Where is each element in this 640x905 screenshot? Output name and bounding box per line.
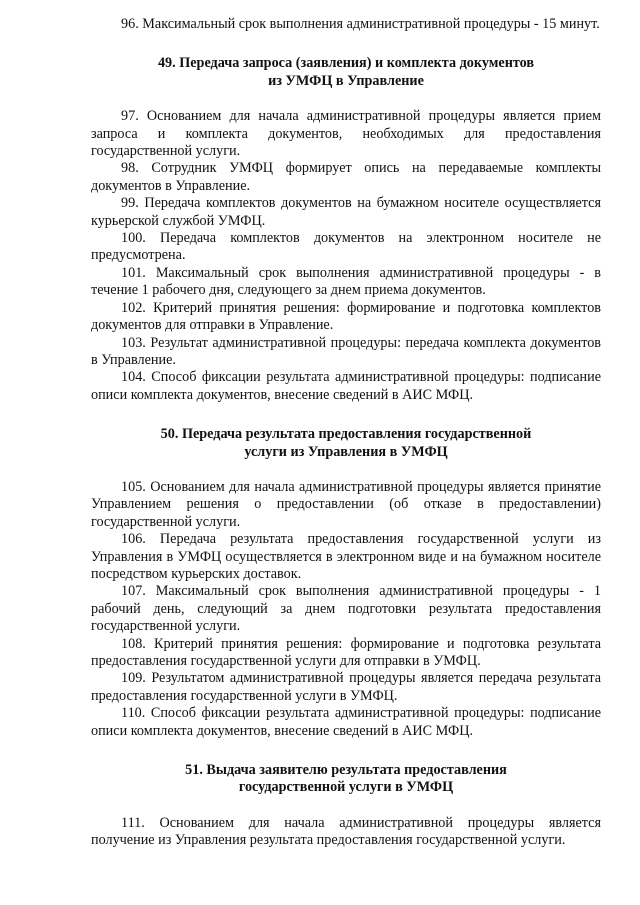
section — [91, 55, 601, 404]
heading-line: 49. Передача запроса (заявления) и комплекта документов — [157, 55, 535, 72]
paragraph: 110. Способ фиксации результата административной процедуры: подписание описи комплекта документов, внесение сведений в АИС МФЦ. — [91, 705, 601, 739]
paragraph: 100. Передача комплектов документов на электронном носителе не предусмотрена. — [91, 230, 601, 264]
section-heading — [91, 426, 601, 461]
paragraph: 101. Максимальный срок выполнения административной процедуры - в течение 1 рабочего дня, следующего за днем приема документов. — [91, 264, 601, 299]
paragraph: 105. Основанием для начала административной процедуры является принятие Управлением решения о предоставлении (об отказе в предоставлении) государственной услуги. — [91, 478, 601, 530]
heading-line: 51. Выдача заявителю результата предоставления — [185, 762, 507, 779]
heading-line: из УМФЦ в Управление — [268, 72, 424, 89]
heading-line: государственной услуги в УМФЦ — [238, 779, 454, 796]
heading-line: 50. Передача результата предоставления государственной — [160, 426, 532, 443]
paragraph: 108. Критерий принятия решения: формирование и подготовка результата предоставления государственной услуги для отправки в УМФЦ. — [91, 635, 601, 669]
paragraph: 111. Основанием для начала административной процедуры является получение из Управления результата предоставления государственной услуги. — [91, 814, 601, 849]
paragraph: 102. Критерий принятия решения: формирование и подготовка комплектов документов для отправки в Управление. — [91, 299, 601, 334]
paragraph: 96. Максимальный срок выполнения административной процедуры - 15 минут. — [121, 16, 600, 32]
section — [91, 426, 601, 740]
paragraph: 99. Передача комплектов документов на бумажном носителе осуществляется курьерской службой УМФЦ. — [91, 195, 601, 229]
section — [91, 16, 601, 33]
paragraph: 97. Основанием для начала административной процедуры является прием запроса и комплекта документов, необходимых для предоставления государственной услуги. — [91, 108, 601, 160]
section-heading — [91, 762, 601, 797]
paragraph: 106. Передача результата предоставления государственной услуги из Управления в УМФЦ осуществляется в электронном виде и на бумажном носителе посредством курьерских доставок. — [91, 531, 601, 582]
paragraph: 109. Результатом административной процедуры является передача результата предоставления государственной услуги в УМФЦ. — [91, 670, 601, 704]
heading-line: услуги из Управления в УМФЦ — [244, 443, 448, 460]
paragraph: 103. Результат административной процедуры: передача комплекта документов в Управление. — [91, 334, 601, 368]
section-heading — [91, 55, 601, 90]
paragraph: 98. Сотрудник УМФЦ формирует опись на передаваемые комплекты документов в Управление. — [91, 160, 601, 194]
section — [91, 762, 601, 850]
paragraph: 107. Максимальный срок выполнения административной процедуры - 1 рабочий день, следующий за днем подготовки результата предоставления государственной услуги. — [91, 583, 601, 635]
paragraph: 104. Способ фиксации результата административной процедуры: подписание описи комплекта документов, внесение сведений в АИС МФЦ. — [91, 369, 601, 403]
document-page — [91, 16, 601, 850]
